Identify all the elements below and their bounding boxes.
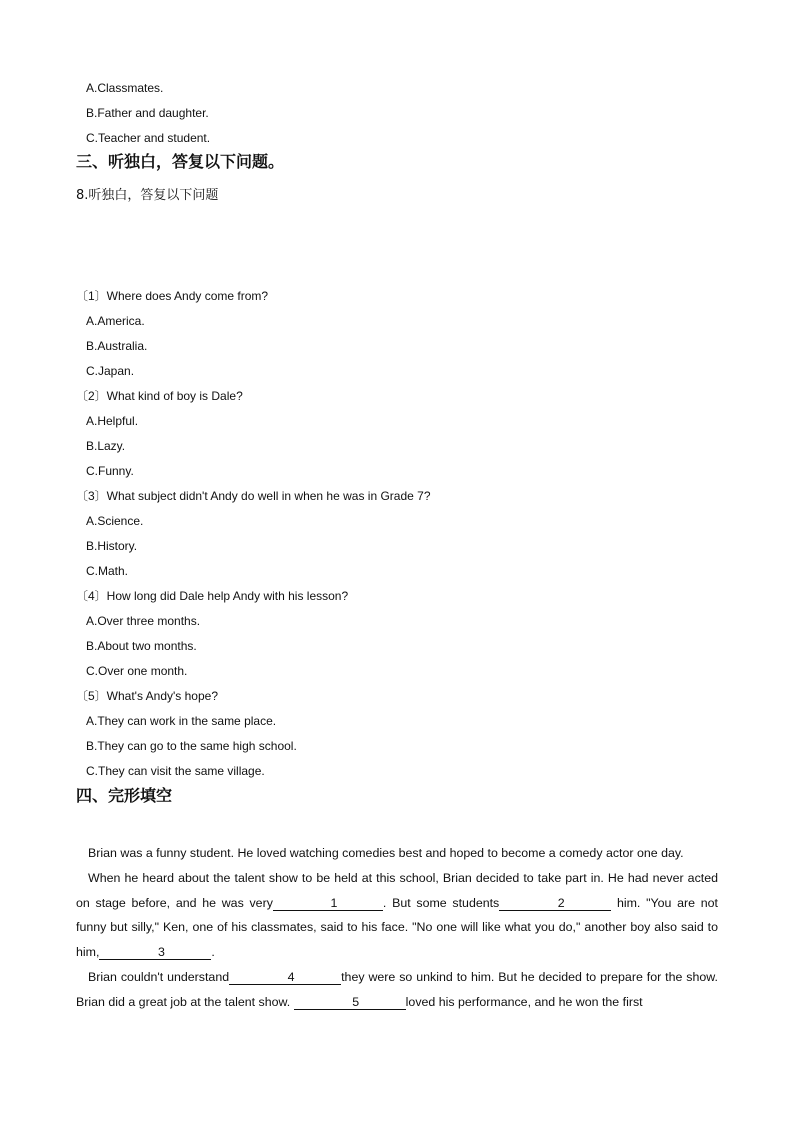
q3-option-b: B.History. [86,539,138,553]
blank-5[interactable]: 5 [294,995,406,1010]
question-1: 〔1〕Where does Andy come from? [76,289,269,303]
passage-paragraph-2 [76,866,718,965]
question-2: 〔2〕What kind of boy is Dale? [76,389,243,403]
option-c: C.Teacher and student. [86,131,211,145]
cloze-passage [76,841,718,1015]
passage-paragraph-3 [76,965,718,1015]
passage-paragraph-1: Brian was a funny student. He loved watching comedies best and hoped to become a comedy actor one day. [88,846,684,860]
q2-option-c: C.Funny. [86,464,134,478]
option-b: B.Father and daughter. [86,106,209,120]
q1-option-c: C.Japan. [86,364,135,378]
q1-option-b: B.Australia. [86,339,148,353]
passage-text: loved his performance, and he won the first [405,994,643,1009]
q3-option-c: C.Math. [86,564,129,578]
section-heading-3: 三、听独白，答复以下问题。 [76,152,285,171]
passage-text: Brian couldn't understand [88,969,230,984]
passage-text: they were so unkind to him. But he decided to prepare for the show. Brian did a great job at the talent show. [76,969,718,1009]
passage-text: him. "You are not funny but silly," Ken, one of his classmates, said to his face. "No one will like what you do," another boy also said to him, [76,895,718,960]
blank-1[interactable]: 1 [273,896,383,911]
q4-option-b: B.About two months. [86,639,197,653]
blank-4[interactable]: 4 [229,970,341,985]
q4-option-a: A.Over three months. [86,614,201,628]
question-5: 〔5〕What's Andy's hope? [76,689,218,703]
q1-option-a: A.America. [86,314,145,328]
q5-option-a: A.They can work in the same place. [86,714,277,728]
q4-option-c: C.Over one month. [86,664,188,678]
q2-option-b: B.Lazy. [86,439,126,453]
blank-3[interactable]: 3 [99,945,211,960]
q2-option-a: A.Helpful. [86,414,139,428]
q5-option-c: C.They can visit the same village. [86,764,265,778]
q5-option-b: B.They can go to the same high school. [86,739,297,753]
section-heading-4: 四、完形填空 [76,786,173,805]
question-item-8: 8.听独白，答复以下问题 [76,188,219,203]
question-4: 〔4〕How long did Dale help Andy with his lesson? [76,589,349,603]
blank-2[interactable]: 2 [499,896,611,911]
option-a: A.Classmates. [86,81,164,95]
passage-text: . But some students [382,895,500,910]
q3-option-a: A.Science. [86,514,144,528]
passage-text: . [211,945,215,960]
passage-text: When he heard about the talent show to be held at this school, Brian decided to take part in. He had never acted on stage before, and he was very [76,870,718,910]
question-3: 〔3〕What subject didn't Andy do well in when he was in Grade 7? [76,489,431,503]
